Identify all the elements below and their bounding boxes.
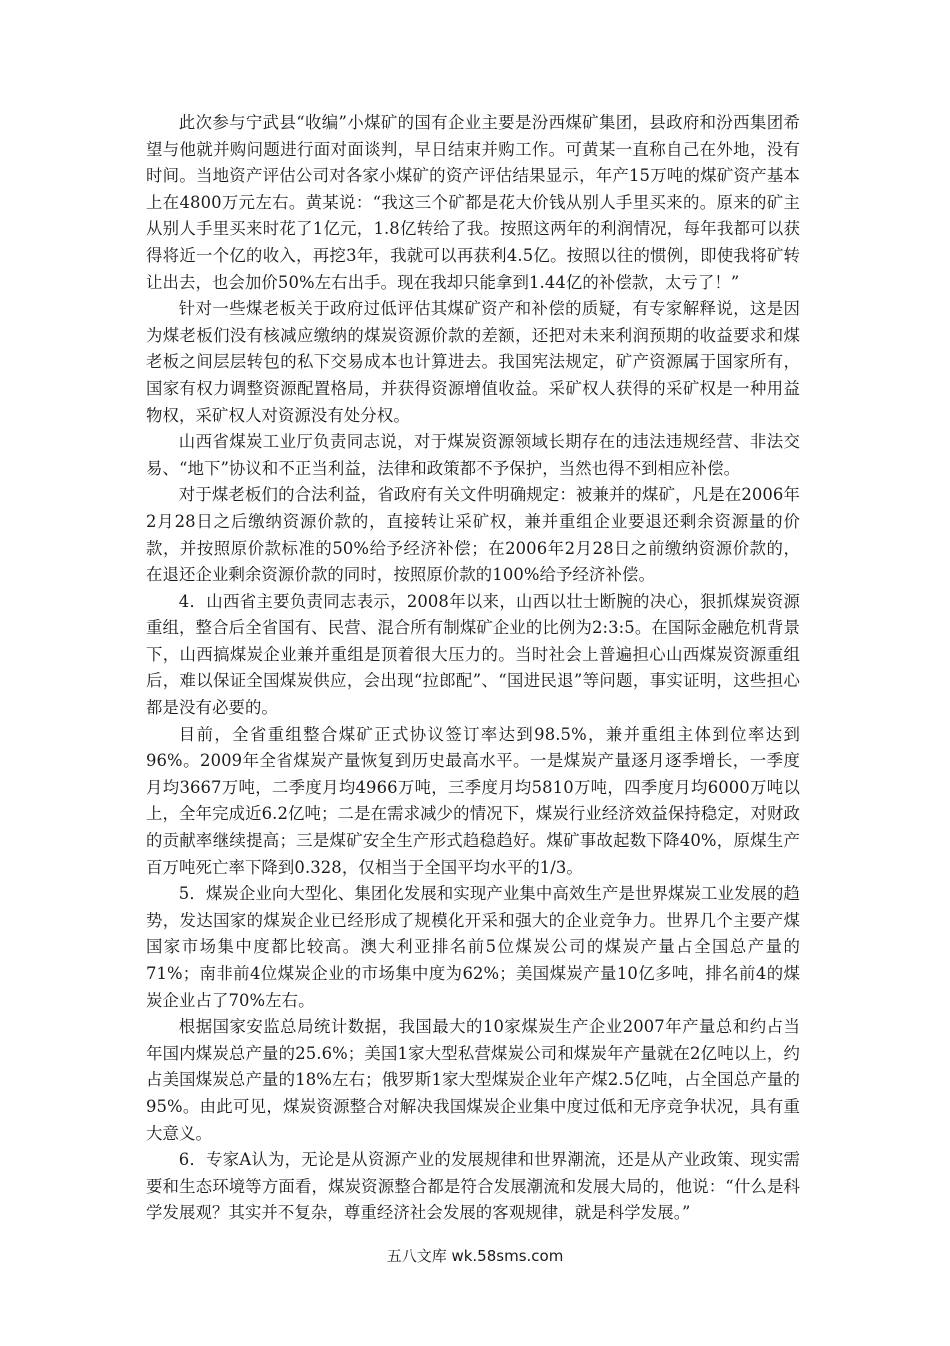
paragraph-1: 此次参与宁武县“收编”小煤矿的国有企业主要是汾西煤矿集团，县政府和汾西集团希望与他就并购问题进行面对面谈判，早日结束并购工作。可黄某一直称自己在外地，没有时间。当地资产评估公司对各家小煤矿的资产评估结果显示，年产15万吨的煤矿资产基本上在4800万元左右。黄某说：“我这三个矿都是花大价钱从别人手里买来的。原来的矿主从别人手里买来时花了1亿元，1.8亿转给了我。按照这两年的利润情况，每年我都可以获得将近一个亿的收入，再挖3年，我就可以再获利4.5亿。按照以往的惯例，即使我将矿转让出去，也会加价50%左右出手。现在我却只能拿到1.44亿的补偿款，太亏了！”: [146, 113, 800, 292]
paragraph-9: 6．专家A认为，无论是从资源产业的发展规律和世界潮流，还是从产业政策、现实需要和生态环境等方面看，煤炭资源整合都是符合发展潮流和发展大局的，他说：“什么是科学发展观？其实并不复杂，尊重经济社会发展的客观规律，就是科学发展。”: [146, 1150, 800, 1223]
paragraph-3: 山西省煤炭工业厅负责同志说，对于煤炭资源领域长期存在的违法违规经营、非法交易、“地下”协议和不正当利益，法律和政策都不予保护，当然也得不到相应补偿。: [146, 432, 800, 478]
paragraph-5: 4．山西省主要负责同志表示，2008年以来，山西以壮士断腕的决心，狠抓煤炭资源重组，整合后全省国有、民营、混合所有制煤矿企业的比例为2:3:5。在国际金融危机背景下，山西搞煤炭企业兼并重组是顶着很大压力的。当时社会上普遍担心山西煤炭资源重组后，难以保证全国煤炭供应，会出现“拉郎配”、“国进民退”等问题，事实证明，这些担心都是没有必要的。: [146, 591, 800, 718]
paragraph-6: 目前，全省重组整合煤矿正式协议签订率达到98.5%，兼并重组主体到位率达到96%。2009年全省煤炭产量恢复到历史最高水平。一是煤炭产量逐月逐季增长，一季度月均3667万吨，二季度月均4966万吨，三季度月均5810万吨，四季度月均6000万吨以上，全年完成近6.2亿吨；二是在需求减少的情况下，煤炭行业经济效益保持稳定，对财政的贡献率继续提高；三是煤矿安全生产形式趋稳趋好。煤矿事故起数下降40%，原煤生产百万吨死亡率下降到0.328，仅相当于全国平均水平的1/3。: [146, 724, 800, 877]
document-body: [146, 110, 800, 1227]
paragraph-2: 针对一些煤老板关于政府过低评估其煤矿资产和补偿的质疑，有专家解释说，这是因为煤老板们没有核减应缴纳的煤炭资源价款的差额，还把对未来利润预期的收益要求和煤老板之间层层转包的私下交易成本也计算进去。我国宪法规定，矿产资源属于国家所有，国家有权力调整资源配置格局，并获得资源增值收益。采矿权人获得的采矿权是一种用益物权，采矿权人对资源没有处分权。: [146, 299, 800, 425]
footer-watermark: 五八文库 wk.58sms.com: [386, 1247, 564, 1265]
paragraph-7: 5．煤炭企业向大型化、集团化发展和实现产业集中高效生产是世界煤炭工业发展的趋势，发达国家的煤炭企业已经形成了规模化开采和强大的企业竞争力。世界几个主要产煤国家市场集中度都比较高。澳大利亚排名前5位煤炭公司的煤炭产量占全国总产量的71%；南非前4位煤炭企业的市场集中度为62%；美国煤炭产量10亿多吨，排名前4的煤炭企业占了70%左右。: [146, 884, 800, 1010]
paragraph-8: 根据国家安监总局统计数据，我国最大的10家煤炭生产企业2007年产量总和约占当年国内煤炭总产量的25.6%；美国1家大型私营煤炭公司和煤炭年产量就在2亿吨以上，约占美国煤炭总产量的18%左右；俄罗斯1家大型煤炭企业年产煤2.5亿吨，占全国总产量的95%。由此可见，煤炭资源整合对解决我国煤炭企业集中度过低和无序竞争状况，具有重大意义。: [146, 1017, 800, 1143]
paragraph-4: 对于煤老板们的合法利益，省政府有关文件明确规定：被兼并的煤矿，凡是在2006年2月28日之后缴纳资源价款的，直接转让采矿权，兼并重组企业要退还剩余资源量的价款，并按照原价款标准的50%给予经济补偿；在2006年2月28日之前缴纳资源价款的，在退还企业剩余资源价款的同时，按照原价款的100%给予经济补偿。: [146, 485, 800, 585]
